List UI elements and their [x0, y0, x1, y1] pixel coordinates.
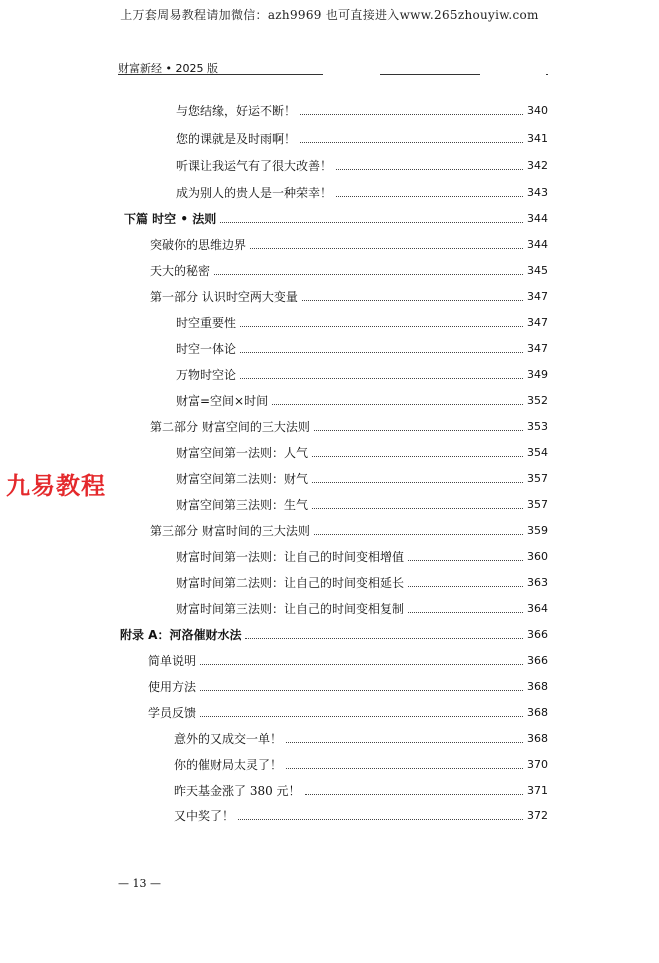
toc-entry-title: 下篇 时空 • 法则 [124, 212, 217, 226]
toc-entry-title: 财富时间第二法则：让自己的时间变相延长 [176, 576, 405, 590]
dot-leader [238, 819, 523, 820]
toc-entry-page: 347 [527, 342, 548, 355]
toc-entry-title: 昨天基金涨了 380 元！ [174, 784, 301, 798]
toc-entry-page: 353 [527, 420, 548, 433]
top-banner: 上万套周易教程请加微信：azh9969 也可直接进入www.265zhouyiw.com [120, 8, 539, 22]
toc-entry-title: 又中奖了！ [174, 809, 235, 823]
toc-entry-title: 听课让我运气有了很大改善！ [176, 159, 333, 173]
toc-entry-title: 财富空间第一法则：人气 [176, 446, 309, 460]
toc-entry[interactable] [176, 131, 548, 147]
dot-leader [302, 300, 523, 301]
toc-entry-page: 341 [527, 132, 548, 145]
watermark: 九易教程 [6, 472, 106, 500]
toc-entry-title: 学员反馈 [148, 706, 197, 720]
toc-entry-page: 340 [527, 104, 548, 117]
toc-entry[interactable] [176, 185, 548, 201]
dot-leader [200, 716, 523, 717]
toc-entry[interactable] [174, 731, 548, 747]
toc-entry-page: 368 [527, 680, 548, 693]
toc-entry-page: 344 [527, 238, 548, 251]
toc-entry-title: 第二部分 财富空间的三大法则 [150, 420, 310, 434]
toc-entry-title: 简单说明 [148, 654, 197, 668]
toc-entry[interactable] [176, 471, 548, 487]
header-rule [380, 74, 480, 75]
toc-part-heading[interactable] [124, 211, 548, 227]
dot-leader [305, 794, 523, 795]
toc-entry[interactable] [176, 601, 548, 617]
dot-leader [200, 690, 523, 691]
dot-leader [286, 742, 523, 743]
toc-section[interactable] [150, 523, 548, 539]
toc-entry[interactable] [176, 158, 548, 174]
toc-entry-page: 345 [527, 264, 548, 277]
toc-entry-title: 财富空间第二法则：财气 [176, 472, 309, 486]
dot-leader [408, 586, 523, 587]
toc-entry-title: 天大的秘密 [150, 264, 211, 278]
toc-entry[interactable] [148, 679, 548, 695]
toc-entry-page: 352 [527, 394, 548, 407]
toc-entry[interactable] [174, 783, 548, 799]
header-rule [118, 74, 323, 75]
page-number: — 13 — [118, 877, 161, 890]
dot-leader [286, 768, 523, 769]
toc-entry-title: 万物时空论 [176, 368, 237, 382]
dot-leader [312, 508, 523, 509]
toc-entry[interactable] [174, 757, 548, 773]
dot-leader [245, 638, 523, 639]
toc-entry[interactable] [148, 653, 548, 669]
toc-entry-title: 财富=空间×时间 [176, 394, 269, 408]
toc-entry[interactable] [174, 808, 548, 824]
dot-leader [314, 534, 523, 535]
running-header [118, 60, 548, 78]
dot-leader [408, 612, 523, 613]
toc-entry[interactable] [150, 237, 548, 253]
toc-entry-page: 368 [527, 732, 548, 745]
header-rule [546, 74, 548, 75]
book-title: 财富新经 • 2025 版 [118, 62, 218, 75]
toc-entry-title: 时空一体论 [176, 342, 237, 356]
toc-entry-title: 使用方法 [148, 680, 197, 694]
toc-section[interactable] [150, 289, 548, 305]
toc-entry[interactable] [176, 497, 548, 513]
toc-entry-title: 第三部分 财富时间的三大法则 [150, 524, 310, 538]
toc-entry-page: 372 [527, 809, 548, 822]
toc-entry[interactable] [176, 549, 548, 565]
toc-entry-title: 财富时间第一法则：让自己的时间变相增值 [176, 550, 405, 564]
toc-entry-page: 368 [527, 706, 548, 719]
toc-section[interactable] [150, 419, 548, 435]
toc-entry[interactable] [176, 103, 548, 119]
toc-entry-page: 370 [527, 758, 548, 771]
dot-leader [312, 456, 523, 457]
toc-entry[interactable] [176, 575, 548, 591]
toc-entry-title: 第一部分 认识时空两大变量 [150, 290, 298, 304]
toc-entry-page: 347 [527, 316, 548, 329]
dot-leader [312, 482, 523, 483]
toc-entry[interactable] [176, 445, 548, 461]
toc-entry[interactable] [176, 315, 548, 331]
toc-entry-page: 359 [527, 524, 548, 537]
toc-entry-page: 357 [527, 472, 548, 485]
toc-entry[interactable] [176, 367, 548, 383]
dot-leader [240, 326, 523, 327]
toc-entry-page: 364 [527, 602, 548, 615]
dot-leader [200, 664, 523, 665]
dot-leader [214, 274, 523, 275]
dot-leader [240, 378, 523, 379]
dot-leader [314, 430, 523, 431]
toc-entry-title: 时空重要性 [176, 316, 237, 330]
toc-entry[interactable] [148, 705, 548, 721]
dot-leader [336, 196, 523, 197]
toc-entry-page: 344 [527, 212, 548, 225]
toc-entry[interactable] [176, 341, 548, 357]
dot-leader [300, 142, 523, 143]
toc-entry[interactable] [150, 263, 548, 279]
toc-entry-title: 附录 A：河洛催财水法 [120, 628, 242, 642]
toc-entry-page: 371 [527, 784, 548, 797]
toc-entry-page: 343 [527, 186, 548, 199]
toc-entry-title: 财富空间第三法则：生气 [176, 498, 309, 512]
dot-leader [336, 169, 523, 170]
dot-leader [408, 560, 523, 561]
toc-entry-title: 成为别人的贵人是一种荣幸！ [176, 186, 333, 200]
toc-entry-title: 财富时间第三法则：让自己的时间变相复制 [176, 602, 405, 616]
toc-entry-page: 363 [527, 576, 548, 589]
toc-entry-page: 357 [527, 498, 548, 511]
toc-part-heading[interactable] [120, 627, 548, 643]
dot-leader [272, 404, 523, 405]
toc-entry-page: 354 [527, 446, 548, 459]
toc-entry[interactable] [176, 393, 548, 409]
toc-entry-title: 意外的又成交一单！ [174, 732, 283, 746]
toc-entry-page: 360 [527, 550, 548, 563]
toc-entry-title: 您的课就是及时雨啊！ [176, 132, 297, 146]
dot-leader [250, 248, 523, 249]
toc-entry-page: 349 [527, 368, 548, 381]
toc-entry-page: 366 [527, 654, 548, 667]
toc-entry-page: 366 [527, 628, 548, 641]
toc-entry-title: 突破你的思维边界 [150, 238, 247, 252]
toc-entry-title: 你的催财局太灵了！ [174, 758, 283, 772]
dot-leader [220, 222, 523, 223]
dot-leader [240, 352, 523, 353]
toc-entry-title: 与您结缘，好运不断！ [176, 104, 297, 118]
toc-entry-page: 342 [527, 159, 548, 172]
dot-leader [300, 114, 523, 115]
toc-entry-page: 347 [527, 290, 548, 303]
